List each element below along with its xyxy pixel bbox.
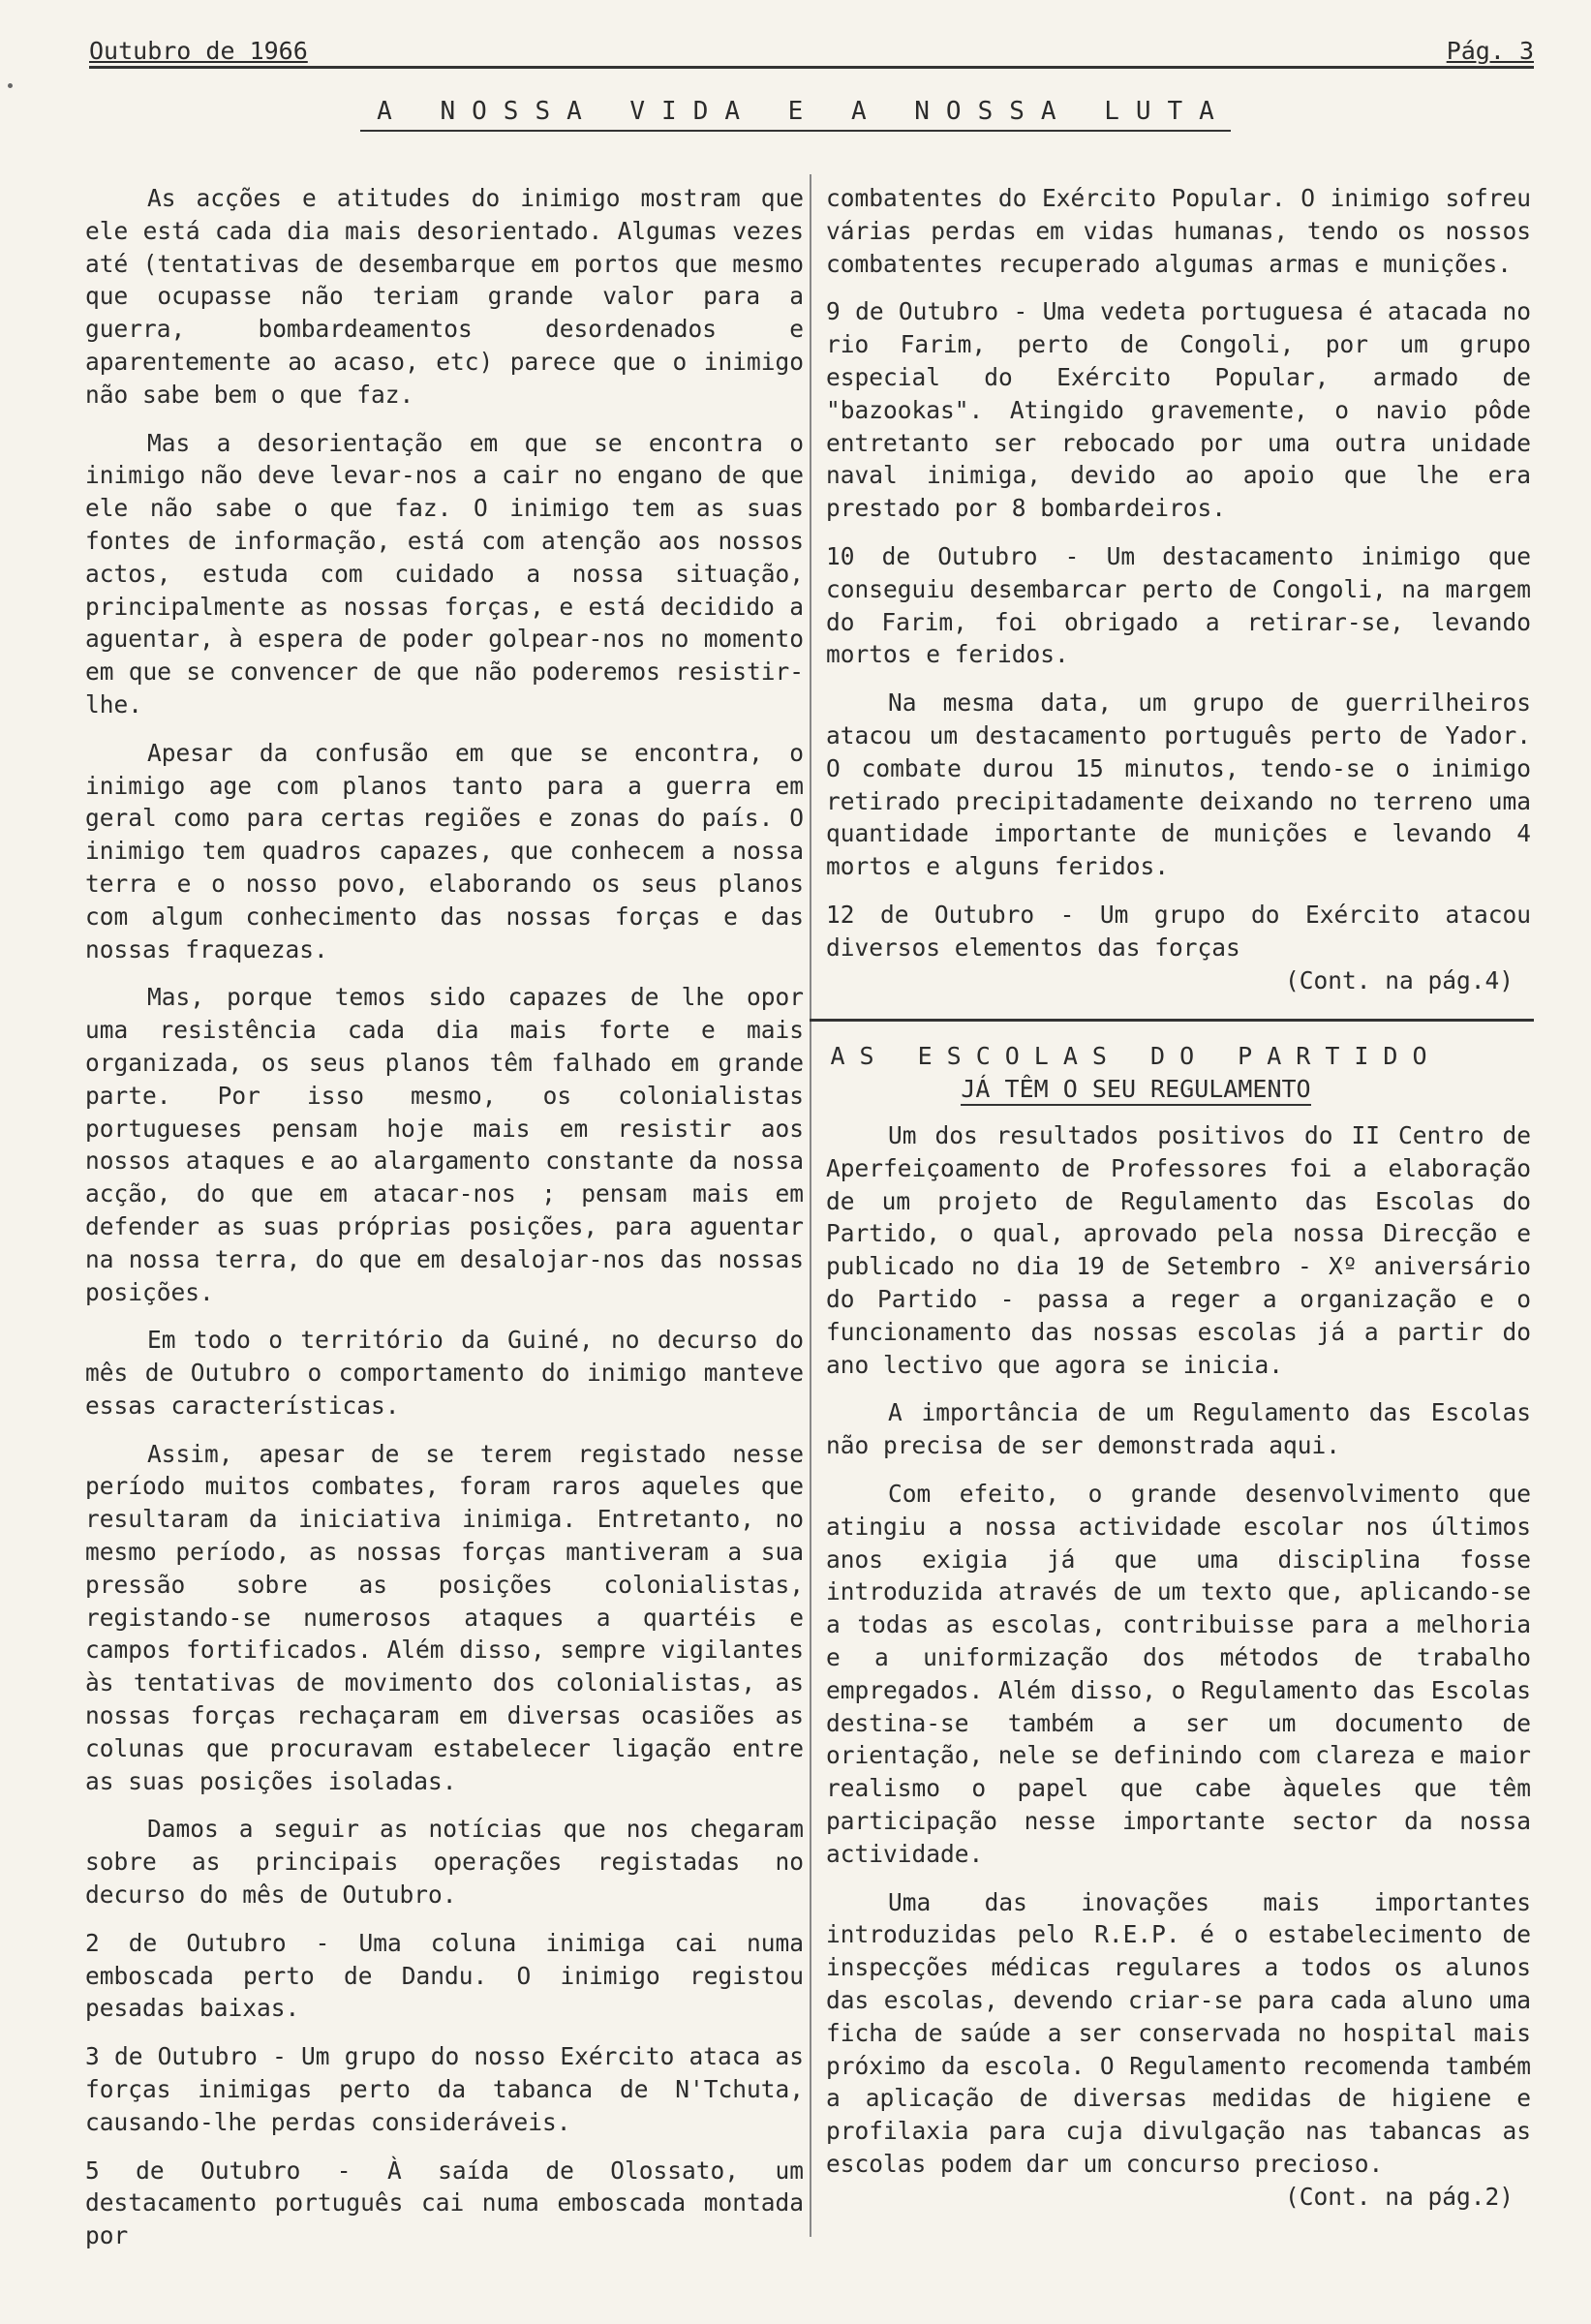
article-title: A NOSSA VIDA E A NOSSA LUTA — [360, 97, 1231, 132]
article-paragraph: Mas, porque temos sido capazes de lhe opor uma resistência cada dia mais forte e mais organizada, os seus planos têm falhado em grande parte. Por isso mesmo, os colonialistas portugueses pensam hoje mais em resistir aos nossos ataques e ao alargamento constante da nossa acção, do que em atacar-nos ; pensam mais em defender as suas próprias posições, para aguentar na nossa terra, do que em desalojar-nos das nossas posições. — [85, 983, 804, 1306]
article-paragraph: Uma das inovações mais importantes introduzidas pelo R.E.P. é o estabelecimento de inspecções médicas regulares a todos os alunos das escolas, devendo criar-se para cada aluno uma ficha de saúde a ser conservada no hospital mais próximo da escola. O Regulamento recomenda também a aplicação de diversas medidas de higiene e profilaxia para cuja divulgação nas tabancas as escolas podem dar um concurso precioso. — [826, 1887, 1531, 2178]
article-paragraph: A importância de um Regulamento das Escolas não precisa de ser demonstrada aqui. — [826, 1398, 1531, 1460]
schools-article — [826, 1119, 1531, 2214]
article-paragraph: Com efeito, o grande desenvolvimento que atingiu a nossa actividade escolar nos últimos anos exigia já que uma disciplina fosse introduzida através de um texto que, aplicando-se a todas as escolas, contribuisse para a melhoria e a uniformização dos métodos de trabalho empregados. Além disso, o Regulamento das Escolas destina-se também a ser um documento de orientação, nele se definindo com clareza e maior realismo o papel que cabe àqueles que têm participação nesse importante sector da nossa actividade. — [826, 1479, 1531, 1868]
section-heading — [826, 1040, 1446, 1106]
continuation-note: (Cont. na pág.2) — [1284, 2182, 1514, 2211]
section-subtitle: JÁ TÊM O SEU REGULAMENTO — [961, 1075, 1310, 1106]
article-title-block — [0, 97, 1591, 132]
issue-date: Outubro de 1966 — [89, 37, 308, 65]
section-title: AS ESCOLAS DO PARTIDO — [830, 1042, 1442, 1070]
article-paragraph: Um dos resultados positivos do II Centro de Aperfeiçoamento de Professores foi a elaboração de um projeto de Regulamento das Escolas do Partido, o qual, aprovado pela nossa Direcção e publicado no dia 19 de Setembro - Xº aniversário do Partido - passa a reger a organização e o funcionamento das nossas escolas já a partir do ano lectivo que agora se inicia. — [826, 1121, 1531, 1379]
section-divider — [810, 1019, 1534, 1022]
article-paragraph: combatentes do Exército Popular. O inimigo sofreu várias perdas em vidas humanas, tendo os nossos combatentes recuperado algumas armas e munições. — [826, 184, 1531, 278]
article-paragraph: Mas a desorientação em que se encontra o inimigo não deve levar-nos a cair no engano de que ele não sabe o que faz. O inimigo tem as suas fontes de informação, está com atenção aos nossos actos, estuda com cuidado a nossa situação, principalmente as nossas forças, e está decidido a aguentar, à espera de poder golpear-nos no momento em que se convencer de que não poderemos resistir-lhe. — [85, 428, 804, 719]
punch-hole-mark — [8, 83, 13, 88]
page-header — [89, 37, 1534, 69]
continuation-note: (Cont. na pág.4) — [1284, 965, 1514, 994]
news-item: 2 de Outubro - Uma coluna inimiga cai numa emboscada perto de Dandu. O inimigo registou pesadas baixas. — [85, 1928, 804, 2023]
news-item: 5 de Outubro - À saída de Olossato, um destacamento português cai numa emboscada montada por — [85, 2156, 804, 2250]
article-paragraph: As acções e atitudes do inimigo mostram que ele está cada dia mais desorientado. Algumas vezes até (tentativas de desembarque em portos que mesmo que ocupasse não teriam grande valor para a guerra, bombardeamentos desordenados e aparentemente ao acaso, etc) parece que o inimigo não sabe bem o que faz. — [85, 184, 804, 409]
article-paragraph: Na mesma data, um grupo de guerrilheiros atacou um destacamento português perto de Yador. O combate durou 15 minutos, tendo-se o inimigo retirado precipitadamente deixando no terreno uma quantidade importante de munições e levando 4 mortos e alguns feridos. — [826, 688, 1531, 881]
article-paragraph: Damos a seguir as notícias que nos chegaram sobre as principais operações registadas no decurso do mês de Outubro. — [85, 1815, 804, 1910]
column-divider — [810, 174, 811, 2237]
news-item: 9 de Outubro - Uma vedeta portuguesa é atacada no rio Farim, perto de Congoli, por um grupo especial do Exército Popular, armado de "bazookas". Atingido gravemente, o navio pôde entretanto ser rebocado por uma outra unidade naval inimiga, devido ao apoio que lhe era prestado por 8 bombardeiros. — [826, 297, 1531, 523]
news-item: 3 de Outubro - Um grupo do nosso Exército ataca as forças inimigas perto da tabanca de N'Tchuta, causando-lhe perdas consideráveis. — [85, 2042, 804, 2136]
right-column-top — [826, 182, 1531, 996]
page-number: Pág. 3 — [1446, 37, 1534, 65]
article-paragraph: Apesar da confusão em que se encontra, o inimigo age com planos tanto para a guerra em geral como para certas regiões e zonas do país. O inimigo tem quadros capazes, que conhecem a nossa terra e o nosso povo, elaborando os seus planos com algum conhecimento das nossas forças e das nossas fraquezas. — [85, 738, 804, 963]
article-paragraph: Assim, apesar de se terem registado nesse período muitos combates, foram raros aqueles que resultaram da iniciativa inimiga. Entretanto, no mesmo período, as nossas forças mantiveram a sua pressão sobre as posições colonialistas, registando-se numerosos ataques a quartéis e campos fortificados. Além disso, sempre vigilantes às tentativas de movimento dos colonialistas, as nossas forças rechaçaram em diversas ocasiões as colunas que procuravam estabelecer ligação entre as suas posições isoladas. — [85, 1439, 804, 1795]
left-column — [85, 182, 804, 2268]
news-item: 12 de Outubro - Um grupo do Exército atacou diversos elementos das forças — [826, 900, 1531, 962]
news-item: 10 de Outubro - Um destacamento inimigo que conseguiu desembarcar perto de Congoli, na margem do Farim, foi obrigado a retirar-se, levando mortos e feridos. — [826, 541, 1531, 669]
article-paragraph: Em todo o território da Guiné, no decurso do mês de Outubro o comportamento do inimigo manteve essas características. — [85, 1326, 804, 1420]
